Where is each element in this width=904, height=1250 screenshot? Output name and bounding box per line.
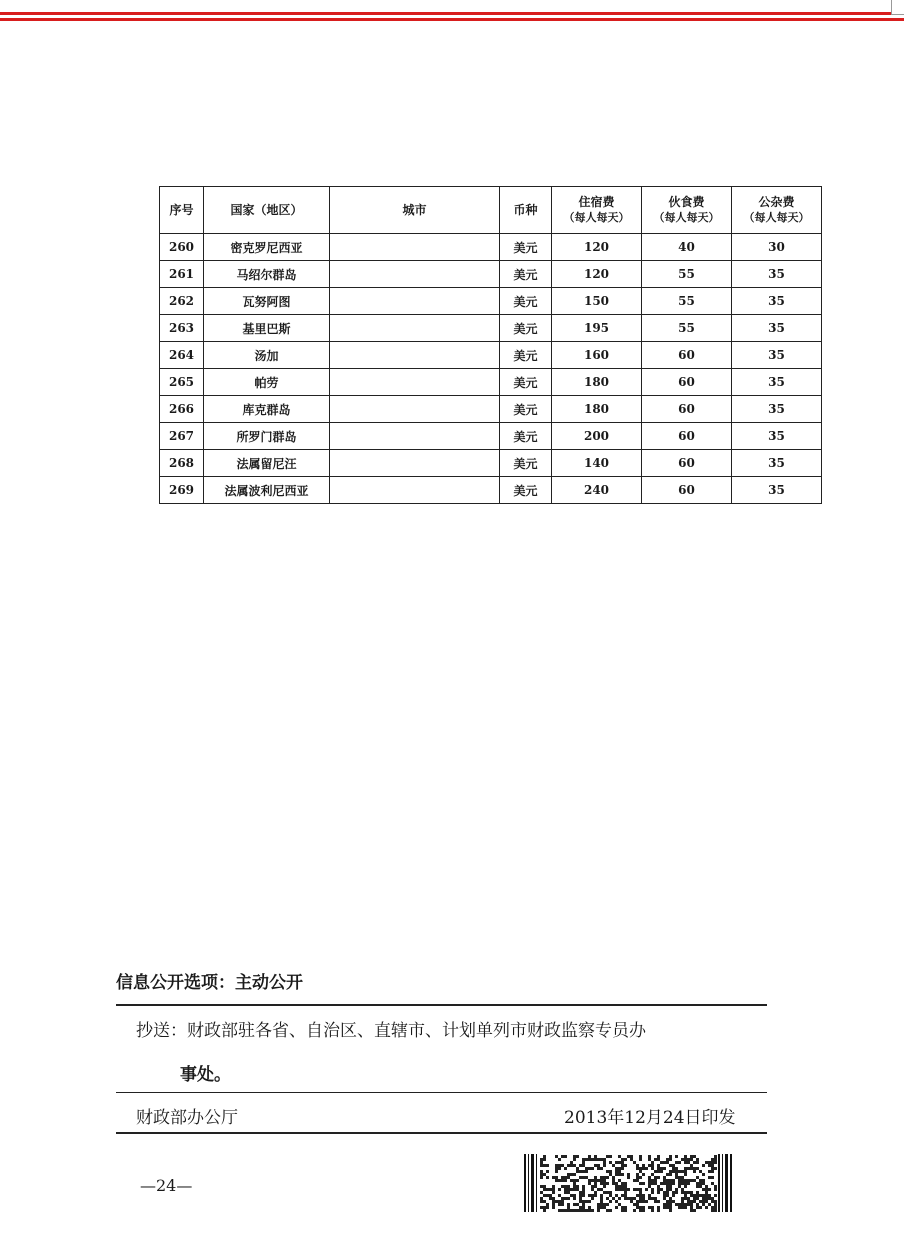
cell-lodging: 150 [552, 288, 642, 315]
cell-country: 马绍尔群岛 [204, 261, 330, 288]
table-row [160, 342, 822, 369]
cell-city [330, 396, 500, 423]
cell-city [330, 315, 500, 342]
header-lodging-unit: （每人每天） [563, 211, 630, 224]
table-row [160, 288, 822, 315]
cell-lodging: 120 [552, 261, 642, 288]
cell-lodging: 160 [552, 342, 642, 369]
header-food [642, 187, 732, 234]
cell-food: 60 [642, 477, 732, 504]
cell-food: 55 [642, 288, 732, 315]
divider [116, 1004, 767, 1006]
cell-country: 帕劳 [204, 369, 330, 396]
cell-currency: 美元 [500, 450, 552, 477]
cell-city [330, 450, 500, 477]
header-lodging [552, 187, 642, 234]
cell-country: 密克罗尼西亚 [204, 234, 330, 261]
cell-country: 法属留尼汪 [204, 450, 330, 477]
cell-index: 266 [160, 396, 204, 423]
cell-lodging: 240 [552, 477, 642, 504]
cell-lodging: 120 [552, 234, 642, 261]
header-currency: 币种 [500, 187, 552, 234]
cell-food: 55 [642, 315, 732, 342]
cell-city [330, 288, 500, 315]
cell-currency: 美元 [500, 423, 552, 450]
issuing-office: 财政部办公厅 [136, 1108, 238, 1128]
table-row [160, 477, 822, 504]
cell-city [330, 342, 500, 369]
cell-lodging: 180 [552, 396, 642, 423]
header-city: 城市 [330, 187, 500, 234]
header-misc-unit: （每人每天） [743, 211, 810, 224]
table-row [160, 315, 822, 342]
table-row [160, 261, 822, 288]
cell-lodging: 200 [552, 423, 642, 450]
table-row [160, 423, 822, 450]
cell-index: 263 [160, 315, 204, 342]
table-row [160, 450, 822, 477]
cell-misc: 35 [732, 288, 822, 315]
cell-food: 40 [642, 234, 732, 261]
cell-city [330, 261, 500, 288]
cell-currency: 美元 [500, 315, 552, 342]
cell-misc: 35 [732, 396, 822, 423]
cell-lodging: 195 [552, 315, 642, 342]
table-row [160, 369, 822, 396]
cell-country: 汤加 [204, 342, 330, 369]
cell-misc: 35 [732, 450, 822, 477]
cell-food: 60 [642, 342, 732, 369]
divider [116, 1132, 767, 1134]
cell-misc: 35 [732, 315, 822, 342]
cell-country: 基里巴斯 [204, 315, 330, 342]
header-misc-label: 公杂费 [758, 195, 795, 209]
cell-city [330, 234, 500, 261]
cell-city [330, 369, 500, 396]
header-food-unit: （每人每天） [653, 211, 720, 224]
issue-date: 2013年12月24日印发 [564, 1108, 736, 1128]
cell-currency: 美元 [500, 477, 552, 504]
header-country: 国家（地区） [204, 187, 330, 234]
cell-index: 265 [160, 369, 204, 396]
cell-food: 60 [642, 423, 732, 450]
header-lodging-label: 住宿费 [578, 195, 615, 209]
cc-recipients-line1: 抄送：财政部驻各省、自治区、直辖市、计划单列市财政监察专员办 [136, 1021, 646, 1041]
cell-country: 所罗门群岛 [204, 423, 330, 450]
cell-index: 260 [160, 234, 204, 261]
cell-index: 269 [160, 477, 204, 504]
red-rule-bottom [0, 18, 904, 21]
cell-index: 262 [160, 288, 204, 315]
cell-country: 法属波利尼西亚 [204, 477, 330, 504]
table-header-row [160, 187, 822, 234]
table-row [160, 396, 822, 423]
page-number: —24— [140, 1176, 193, 1195]
divider [116, 1092, 767, 1093]
cell-currency: 美元 [500, 369, 552, 396]
cell-lodging: 180 [552, 369, 642, 396]
cell-misc: 35 [732, 423, 822, 450]
cell-food: 55 [642, 261, 732, 288]
red-rule-top [0, 12, 904, 15]
header-food-label: 伙食费 [668, 195, 705, 209]
cell-food: 60 [642, 450, 732, 477]
cell-misc: 35 [732, 369, 822, 396]
cell-currency: 美元 [500, 396, 552, 423]
cell-misc: 35 [732, 477, 822, 504]
cell-currency: 美元 [500, 261, 552, 288]
cell-lodging: 140 [552, 450, 642, 477]
cell-index: 268 [160, 450, 204, 477]
cell-food: 60 [642, 369, 732, 396]
cell-index: 264 [160, 342, 204, 369]
document-header-bar [0, 0, 904, 28]
cell-food: 60 [642, 396, 732, 423]
cell-currency: 美元 [500, 288, 552, 315]
cc-recipients-line2: 事处。 [180, 1065, 231, 1085]
expense-standard-table [159, 186, 822, 504]
cell-country: 瓦努阿图 [204, 288, 330, 315]
header-misc [732, 187, 822, 234]
info-disclosure-label: 信息公开选项：主动公开 [116, 973, 303, 993]
cell-misc: 30 [732, 234, 822, 261]
table-row [160, 234, 822, 261]
barcode-icon [522, 1152, 734, 1214]
header-index: 序号 [160, 187, 204, 234]
cell-city [330, 423, 500, 450]
cell-index: 261 [160, 261, 204, 288]
cell-currency: 美元 [500, 234, 552, 261]
cell-country: 库克群岛 [204, 396, 330, 423]
cell-currency: 美元 [500, 342, 552, 369]
page-corner [891, 0, 904, 15]
cell-misc: 35 [732, 342, 822, 369]
cell-index: 267 [160, 423, 204, 450]
cell-misc: 35 [732, 261, 822, 288]
cell-city [330, 477, 500, 504]
